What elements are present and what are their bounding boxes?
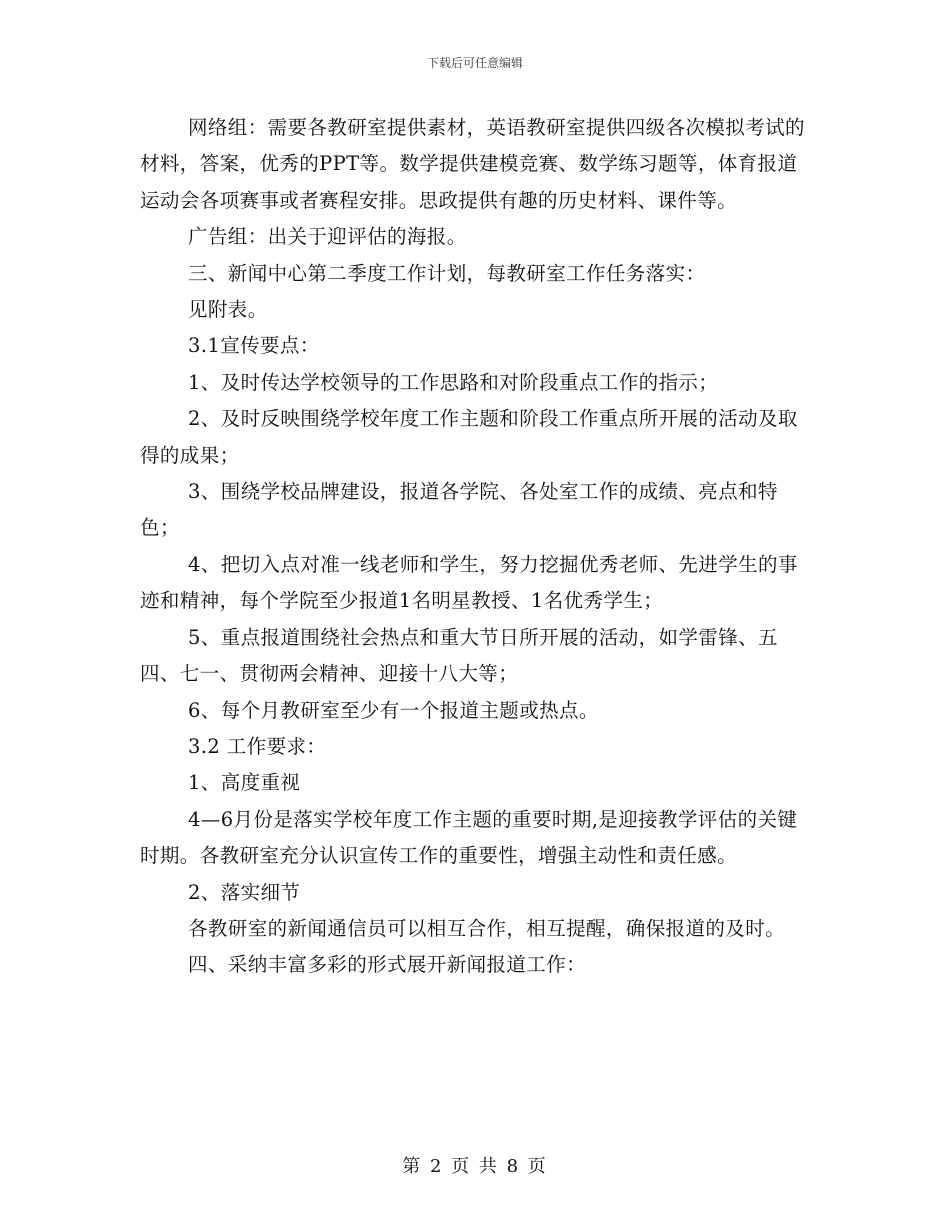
section-heading-3: 三、新闻中心第二季度工作计划，每教研室工作任务落实： <box>188 261 706 285</box>
list-item-6: 6、每个月教研室至少有一个报道主题或热点。 <box>188 698 599 722</box>
requirement-2-title: 2、落实细节 <box>188 880 301 904</box>
subheading-3-2: 3.2 工作要求： <box>188 734 327 758</box>
document-body <box>140 110 812 984</box>
subheading-3-1: 3.1宣传要点： <box>188 334 320 358</box>
page-header: 下载后可任意编辑 <box>426 56 523 70</box>
list-item-5: 5、重点报道围绕社会热点和重大节日所开展的活动，如学雷锋、五四、七一、贯彻两会精神、迎接十八大等； <box>140 625 778 686</box>
paragraph-see-attachment: 见附表。 <box>188 298 268 322</box>
list-item-4: 4、把切入点对准一线老师和学生，努力挖掘优秀老师、先进学生的事迹和精神，每个学院至少报道1名明星教授、1名优秀学生； <box>140 552 798 613</box>
requirement-1-body: 4—6月份是落实学校年度工作主题的重要时期,是迎接教学评估的关键时期。各教研室充分认识宣传工作的重要性，增强主动性和责任感。 <box>140 807 798 868</box>
requirement-1-title: 1、高度重视 <box>188 771 301 795</box>
list-item-2: 2、及时反映围绕学校年度工作主题和阶段工作重点所开展的活动及取得的成果； <box>140 407 798 467</box>
list-item-1: 1、及时传达学校领导的工作思路和对阶段重点工作的指示； <box>188 370 719 394</box>
section-heading-4: 四、采纳丰富多彩的形式展开新闻报道工作： <box>188 953 587 977</box>
page-number-footer: 第 2 页 共 8 页 <box>402 1156 548 1177</box>
paragraph-network-group: 网络组：需要各教研室提供素材，英语教研室提供四级各次模拟考试的材料，答案，优秀的PPT等。数学提供建模竞赛、数学练习题等，体育报道运动会各项赛事或者赛程安排。思政提供有趣的历史材料、课件等。 <box>140 116 805 212</box>
paragraph-ad-group: 广告组：出关于迎评估的海报。 <box>188 225 467 249</box>
requirement-2-body: 各教研室的新闻通信员可以相互合作，相互提醒，确保报道的及时。 <box>188 916 786 940</box>
list-item-3: 3、围绕学校品牌建设，报道各学院、各处室工作的成绩、亮点和特色； <box>140 480 778 540</box>
